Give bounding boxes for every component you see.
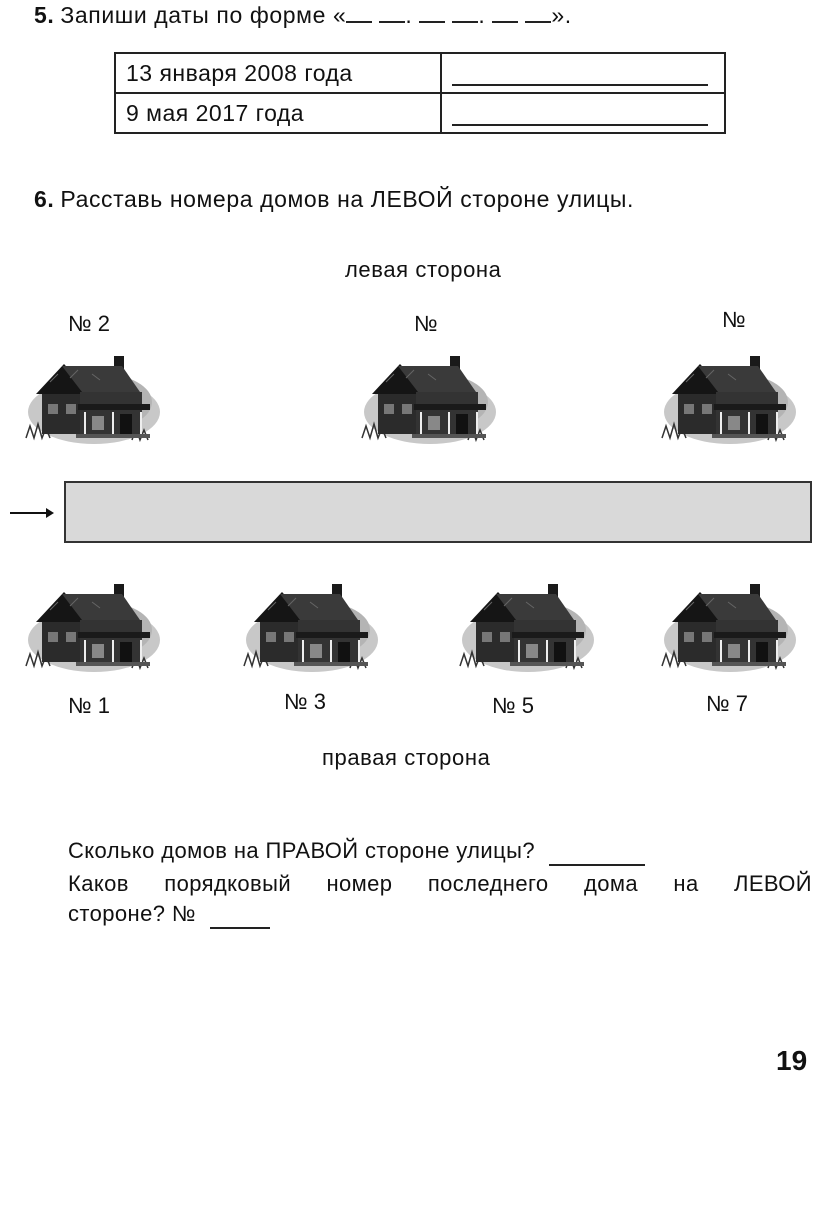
date-cell: 9 мая 2017 года xyxy=(115,93,441,133)
house-icon xyxy=(658,352,798,447)
house-icon xyxy=(658,580,798,675)
task-5-number: 5. xyxy=(34,2,55,28)
left-house-number: № 2 xyxy=(68,311,110,336)
house-icon xyxy=(22,580,162,675)
left-side-label: левая сторона xyxy=(345,257,502,282)
house-icon xyxy=(456,580,596,675)
task-6-number: 6. xyxy=(34,186,55,212)
page-number: 19 xyxy=(776,1045,808,1076)
answer-blank[interactable] xyxy=(210,901,270,929)
right-house-number: № 1 xyxy=(68,693,110,718)
right-side-label: правая сторона xyxy=(322,745,491,770)
format-blank xyxy=(452,21,478,23)
format-blank xyxy=(525,21,551,23)
right-house-number: № 3 xyxy=(284,689,326,714)
format-separator: . xyxy=(478,2,486,28)
answer-line[interactable] xyxy=(452,60,708,86)
task-5-title xyxy=(34,2,572,29)
answer-blank[interactable] xyxy=(549,838,645,866)
left-house-number[interactable]: № xyxy=(722,307,746,332)
format-end: ». xyxy=(551,2,572,28)
house-icon xyxy=(22,352,162,447)
question-1 xyxy=(68,838,645,866)
question-2-line-1: Каков порядковый номер последнего дома на ЛЕВОЙ xyxy=(68,871,812,896)
answer-cell[interactable] xyxy=(441,93,725,133)
task-6-title xyxy=(34,186,634,213)
answer-line[interactable] xyxy=(452,100,708,126)
format-blank xyxy=(379,21,405,23)
format-blank xyxy=(492,21,518,23)
table-row xyxy=(115,53,725,93)
date-cell: 13 января 2008 года xyxy=(115,53,441,93)
format-blank xyxy=(419,21,445,23)
answer-cell[interactable] xyxy=(441,53,725,93)
format-blank xyxy=(346,21,372,23)
table-row xyxy=(115,93,725,133)
question-2-text: стороне? № xyxy=(68,901,196,926)
house-icon xyxy=(358,352,498,447)
task-5-text: Запиши даты по форме « xyxy=(60,2,347,28)
format-separator: . xyxy=(405,2,413,28)
task-6-text: Расставь номера домов на ЛЕВОЙ стороне улицы. xyxy=(60,186,635,212)
left-house-number[interactable]: № xyxy=(414,311,438,336)
question-2-line-2 xyxy=(68,901,270,929)
house-icon xyxy=(240,580,380,675)
dates-table xyxy=(114,52,726,134)
right-house-number: № 5 xyxy=(492,693,534,718)
right-house-number: № 7 xyxy=(706,691,748,716)
right-arrow-icon xyxy=(10,505,54,521)
question-1-text: Сколько домов на ПРАВОЙ стороне улицы? xyxy=(68,838,535,863)
street xyxy=(64,481,812,543)
